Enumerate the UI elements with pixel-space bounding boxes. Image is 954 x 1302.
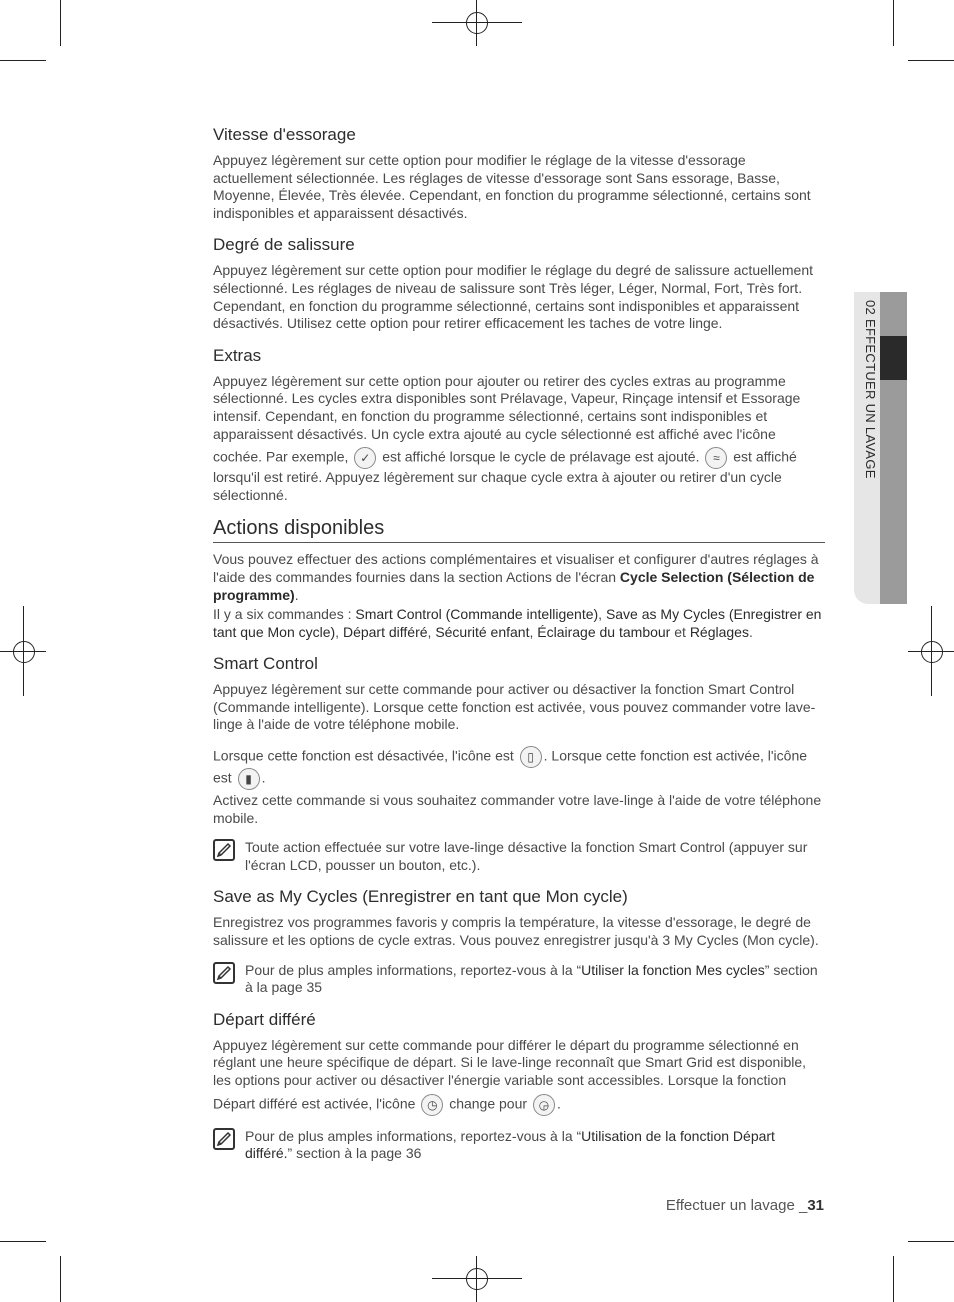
smart-control-on-icon: ▮ bbox=[238, 768, 260, 790]
note-icon bbox=[213, 1128, 235, 1150]
text: est affiché lorsqu'il est retiré. Appuyez légèrement sur chaque cycle extra à ajouter ou retirer d'un cycle sélectionné. bbox=[213, 448, 797, 503]
text: . bbox=[748, 623, 753, 640]
page-footer bbox=[666, 1197, 824, 1214]
section-title: Départ différé bbox=[213, 1009, 316, 1029]
keyword: Smart Control (Commande intelligente) bbox=[355, 606, 599, 623]
text: Départ différé est activée, l'icône bbox=[213, 1095, 416, 1112]
paragraph bbox=[213, 447, 825, 504]
section-title: Save as My Cycles (Enregistrer en tant que Mon cycle) bbox=[213, 887, 628, 907]
paragraph bbox=[213, 746, 825, 790]
keyword: Cycle Selection (Sélection de programme) bbox=[213, 568, 815, 603]
crop-mark bbox=[60, 1256, 61, 1302]
delay-start-active-icon: ◶ bbox=[533, 1094, 555, 1116]
keyword: Sécurité enfant bbox=[435, 623, 530, 640]
text: et bbox=[674, 623, 686, 640]
text: . bbox=[294, 586, 299, 603]
text: , bbox=[427, 623, 432, 640]
text: . bbox=[261, 769, 266, 786]
note-icon bbox=[213, 839, 235, 861]
note-text: ” section à la page 36 bbox=[287, 1145, 422, 1162]
note-text: Toute action effectuée sur votre lave-linge désactive la fonction Smart Control (appuyer sur l'écran LCD, pousser un bouton, etc.). bbox=[245, 839, 808, 873]
registration-circle bbox=[466, 12, 488, 34]
paragraph bbox=[213, 1094, 825, 1116]
keyword: Éclairage du tambour bbox=[537, 623, 671, 640]
text: change pour bbox=[449, 1095, 528, 1112]
paragraph bbox=[213, 373, 825, 443]
registration-circle bbox=[466, 1268, 488, 1290]
section-title: Vitesse d'essorage bbox=[213, 125, 356, 144]
crop-mark bbox=[908, 1241, 954, 1242]
paragraph: Appuyez légèrement sur cette option pour modifier le réglage du degré de salissure actuellement sélectionné. Les réglages de niveau de salissure sont Très léger, Léger, Normal, Fort, Très fort. Cependant, en fonction du programme sélectionné, certains sont indisponibles et apparaissent désactivés. Utilisez cette option pour retirer efficacement les taches de votre linge. bbox=[213, 262, 814, 332]
text: Appuyez légèrement sur cette option pour ajouter ou retirer des cycles extras au programme sélectionné. Les cycles extra disponibles sont Prélavage, Vapeur, Rinçage intensif et Essorage intensif. Cependant, en fonction du programme sélectionné, certains sont indisponibles et apparaissent désactivés. Un cycle extra ajouté au cycle sélectionné est affiché avec l'icône bbox=[213, 372, 801, 442]
section-depart-differe bbox=[213, 1009, 825, 1163]
text: Lorsque cette fonction est désactivée, l'icône est bbox=[213, 747, 514, 764]
section-title: Smart Control bbox=[213, 654, 318, 674]
smart-control-off-icon: ▯ bbox=[520, 746, 542, 768]
section-vitesse bbox=[213, 124, 825, 222]
section-title: Extras bbox=[213, 345, 262, 365]
text: Vous pouvez effectuer des actions complémentaires et visualiser et configurer d'autres réglages à l'aide des commandes fournies dans la section Actions de l'écran bbox=[213, 551, 819, 585]
registration-circle bbox=[921, 641, 943, 663]
delay-start-icon: ◷ bbox=[421, 1094, 443, 1116]
note-link: Utilisation de la fonction Départ différé. bbox=[245, 1127, 775, 1162]
text: . bbox=[556, 1095, 561, 1112]
paragraph bbox=[213, 606, 825, 641]
text: , bbox=[598, 606, 603, 623]
keyword: Réglages bbox=[689, 623, 749, 640]
paragraph: Enregistrez vos programmes favoris y compris la température, la vitesse d'essorage, le degré de salissure et les options de cycle extras. Vous pouvez enregistrer jusqu'à 3 My Cycles (Mon cycle). bbox=[213, 914, 819, 949]
text: est bbox=[213, 769, 232, 786]
section-heading-actions: Actions disponibles bbox=[213, 516, 825, 543]
side-tab-marker bbox=[880, 336, 907, 380]
crop-mark bbox=[893, 0, 894, 46]
side-tab-label: 02 EFFECTUER UN LAVAGE bbox=[863, 300, 878, 479]
paragraph: Activez cette commande si vous souhaitez commander votre lave-linge à l'aide de votre téléphone mobile. bbox=[213, 792, 822, 826]
paragraph: Appuyez légèrement sur cette commande pour différer le départ du programme sélectionné en réglant une heure spécifique de départ. Si le lave-linge reconnaît que Smart Grid est disponible, les options pour activer ou désactiver l'énergie variable sont accessibles. Lorsque la fonction bbox=[213, 1036, 807, 1088]
text: Il y a six commandes : bbox=[213, 606, 352, 623]
crop-mark bbox=[0, 60, 46, 61]
text: est affiché lorsque le cycle de prélavage est ajouté. bbox=[382, 448, 700, 465]
note-icon bbox=[213, 962, 235, 984]
section-save-my-cycles bbox=[213, 886, 825, 996]
crop-mark bbox=[893, 1256, 894, 1302]
keyword: Save as My Cycles (Enregistrer en tant que Mon cycle) bbox=[213, 606, 822, 640]
note-text: Pour de plus amples informations, reportez-vous à la “ bbox=[245, 961, 582, 978]
text: , bbox=[529, 623, 534, 640]
note bbox=[213, 1128, 825, 1163]
section-degre bbox=[213, 234, 825, 332]
crop-mark bbox=[60, 0, 61, 46]
prewash-icon: ≈ bbox=[705, 447, 727, 469]
page-number: 31 bbox=[807, 1197, 824, 1214]
paragraph: Appuyez légèrement sur cette option pour modifier le réglage de la vitesse d'essorage actuellement sélectionnée. Les réglages de vitesse d'essorage sont Sans essorage, Basse, Moyenne, Élevée, Très élevée. Cependant, en fonction du programme sélectionné, certains sont indisponibles et apparaissent désactivés. bbox=[213, 152, 811, 221]
crop-mark bbox=[0, 1241, 46, 1242]
note bbox=[213, 839, 825, 874]
keyword: Départ différé bbox=[342, 623, 428, 640]
section-smart-control bbox=[213, 653, 825, 874]
text: cochée. Par exemple, bbox=[213, 448, 349, 465]
paragraph bbox=[213, 551, 825, 604]
note-link: Utiliser la fonction Mes cycles bbox=[581, 961, 765, 978]
crop-mark bbox=[908, 60, 954, 61]
paragraph: Appuyez légèrement sur cette commande pour activer ou désactiver la fonction Smart Control (Commande intelligente). Lorsque cette fonction est activée, vous pouvez commander votre lave-linge à l'aide de votre téléphone mobile. bbox=[213, 681, 816, 733]
note bbox=[213, 962, 825, 997]
section-title: Degré de salissure bbox=[213, 235, 355, 255]
registration-circle bbox=[13, 641, 35, 663]
page-content bbox=[213, 124, 825, 1175]
text: , bbox=[335, 623, 340, 640]
note-text: Pour de plus amples informations, reportez-vous à la “ bbox=[245, 1127, 582, 1144]
note-text: ” section à la page 35 bbox=[245, 961, 818, 996]
footer-text: Effectuer un lavage _ bbox=[665, 1197, 808, 1214]
text: . Lorsque cette fonction est activée, l'icône bbox=[543, 747, 808, 764]
prewash-checked-icon: ✓ bbox=[354, 447, 376, 469]
section-extras bbox=[213, 345, 825, 505]
